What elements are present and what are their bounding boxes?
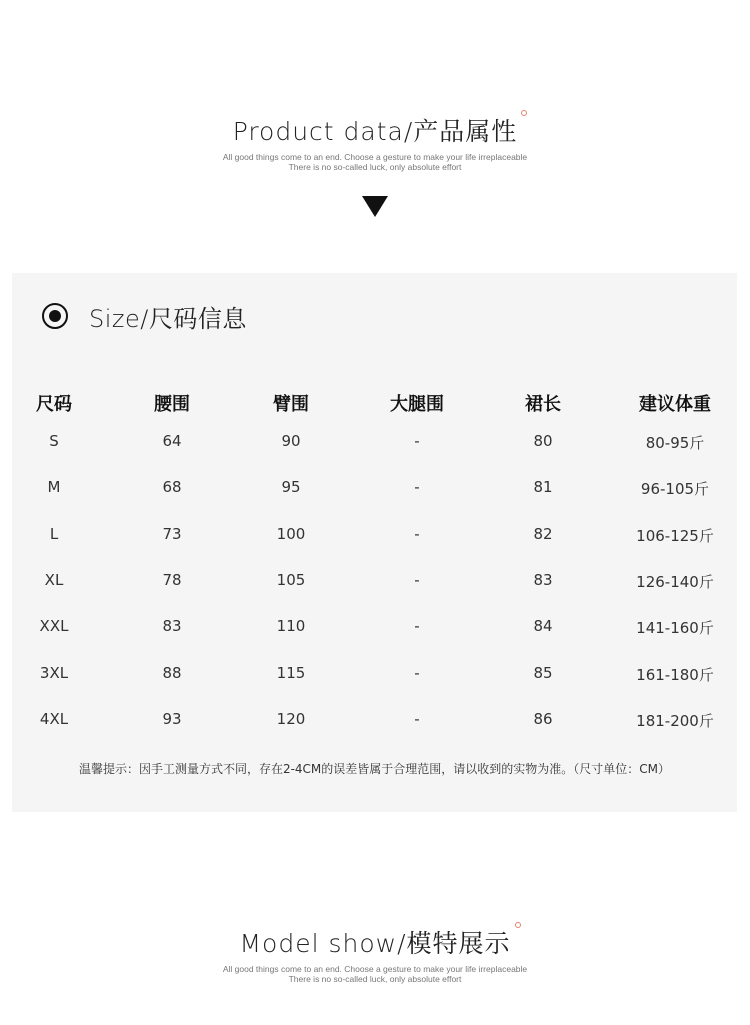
table-cell: 78	[162, 570, 182, 589]
table-cell: 126-140斤	[636, 572, 714, 591]
table-cell: 96-105斤	[640, 480, 710, 499]
model-show-subtitle-2: There is no so-called luck, only absolute effort	[288, 974, 462, 984]
table-cell: 181-200斤	[636, 711, 714, 730]
model-show-subtitle-1: All good things come to an end. Choose a gesture to make your life irreplaceable	[222, 964, 528, 974]
table-cell: 86	[533, 709, 553, 728]
column-header: 尺码	[36, 394, 72, 415]
table-cell: 90	[281, 432, 301, 450]
table-cell: 161-180斤	[636, 665, 714, 684]
size-heading: Size/尺码信息	[89, 305, 247, 333]
product-data-subtitle-2: There is no so-called luck, only absolute effort	[288, 162, 462, 172]
table-cell: 68	[162, 478, 182, 497]
table-cell: S	[49, 432, 59, 450]
table-cell: 88	[162, 663, 182, 682]
table-cell: 80-95斤	[645, 434, 705, 452]
title-dot-icon	[515, 922, 521, 928]
table-cell: 73	[162, 524, 182, 543]
table-cell: 82	[533, 524, 553, 543]
column-header: 腰围	[154, 394, 190, 415]
table-cell: XL	[44, 570, 64, 589]
table-cell: -	[414, 663, 420, 682]
table-cell: 83	[533, 570, 553, 589]
table-cell: -	[414, 478, 420, 497]
table-cell: 115	[276, 663, 306, 682]
table-cell: -	[414, 524, 420, 543]
table-cell: 85	[533, 663, 553, 682]
radio-bullet-icon	[42, 303, 68, 329]
title-dot-icon	[521, 110, 527, 116]
table-cell: -	[414, 432, 420, 450]
table-cell: 106-125斤	[636, 526, 714, 545]
model-show-title: Model show/模特展示	[239, 929, 511, 958]
column-header: 建议体重	[639, 394, 711, 415]
table-cell: 4XL	[39, 709, 69, 728]
table-cell: XXL	[39, 617, 69, 636]
table-cell: -	[414, 617, 420, 636]
table-cell: 100	[276, 524, 306, 543]
table-cell: 3XL	[39, 663, 69, 682]
column-header: 大腿围	[390, 394, 444, 415]
table-cell: 105	[276, 570, 306, 589]
down-arrow-icon	[362, 196, 388, 217]
table-cell: -	[414, 709, 420, 728]
table-cell: M	[47, 478, 61, 497]
table-cell: 80	[533, 432, 553, 450]
product-data-header	[0, 112, 750, 172]
model-show-header	[0, 924, 750, 984]
table-cell: 93	[162, 709, 182, 728]
table-cell: 81	[533, 478, 553, 497]
measurement-note: 温馨提示：因手工测量方式不同，存在2-4CM的误差皆属于合理范围，请以收到的实物为准。（尺寸单位：CM）	[78, 762, 671, 776]
product-data-title: Product data/产品属性	[232, 117, 518, 146]
table-cell: 95	[281, 478, 301, 497]
column-header: 臂围	[273, 394, 309, 415]
table-cell: -	[414, 570, 420, 589]
table-cell: 141-160斤	[636, 619, 714, 638]
table-cell: 120	[276, 709, 306, 728]
table-cell: 83	[162, 617, 182, 636]
table-cell: L	[49, 524, 59, 543]
table-cell: 84	[533, 617, 553, 636]
column-header: 裙长	[525, 394, 561, 415]
table-cell: 110	[276, 617, 306, 636]
table-cell: 64	[162, 432, 182, 450]
product-data-subtitle-1: All good things come to an end. Choose a gesture to make your life irreplaceable	[222, 152, 528, 162]
size-info-panel	[12, 273, 737, 812]
